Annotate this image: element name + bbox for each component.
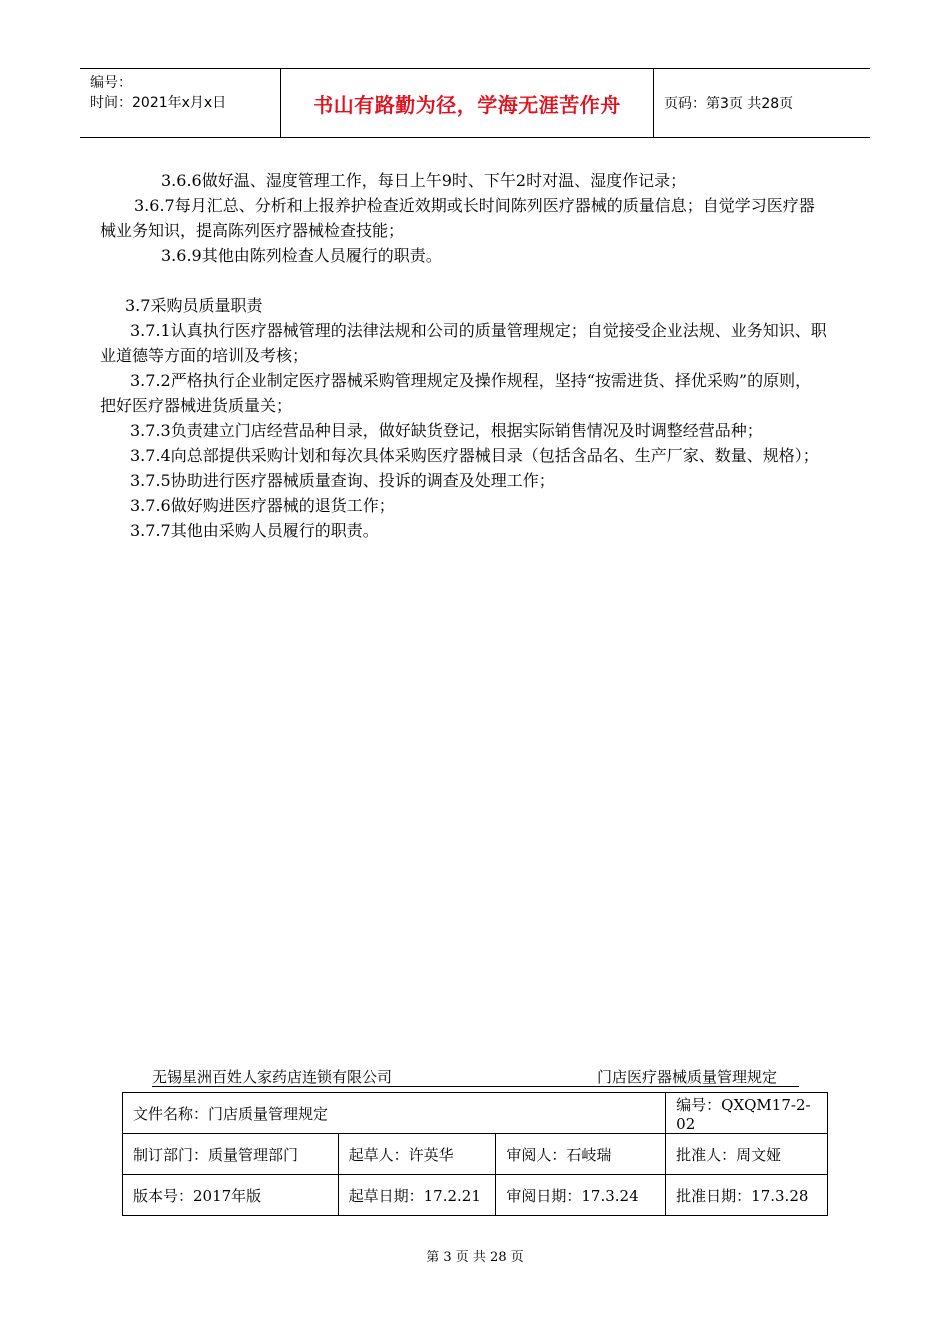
paragraph-3-6-6: 3.6.6做好温、湿度管理工作，每日上午9时、下午2时对温、湿度作记录； — [161, 171, 687, 190]
paragraph-gap — [127, 268, 827, 293]
paragraph-3-7-2: 3.7.2严格执行企业制定医疗器械采购管理规定及操作规程，坚持“按需进货、择优采购”的原则，把好医疗器械进货质量关； — [100, 371, 812, 415]
reviewer-cell: 审阅人：石岐瑞 — [496, 1134, 666, 1175]
code-cell: 编号：QXQM17-2-02 — [666, 1093, 828, 1134]
approve-date-cell: 批准日期：17.3.28 — [666, 1175, 828, 1216]
drafter-cell: 起草人：许英华 — [338, 1134, 496, 1175]
paragraph-3-7-1: 3.7.1认真执行医疗器械管理的法律法规和公司的质量管理规定；自觉接受企业法规、业务知识、职业道德等方面的培训及考核； — [100, 321, 827, 365]
paragraph-3-7-6: 3.7.6做好购进医疗器械的退货工作； — [130, 496, 395, 515]
paragraph-3-6-9: 3.6.9其他由陈列检查人员履行的职责。 — [161, 246, 442, 265]
header-page-cell — [654, 69, 870, 137]
document-body — [100, 168, 827, 543]
paragraph-3-7-7: 3.7.7其他由采购人员履行的职责。 — [130, 521, 379, 540]
paragraph-3-7-3: 3.7.3负责建立门店经营品种目录，做好缺货登记，根据实际销售情况及时调整经营品种； — [130, 421, 763, 440]
footer-doc-name: 门店医疗器械质量管理规定 — [597, 1068, 778, 1086]
page-number: 第 3 页 共 28 页 — [426, 1250, 524, 1265]
footer-company: 无锡星洲百姓人家药店连锁有限公司 — [152, 1068, 393, 1086]
header-motto: 书山有路勤为径，学海无涯苦作舟 — [313, 92, 621, 117]
version-cell: 版本号：2017年版 — [123, 1175, 339, 1216]
header-meta — [80, 69, 280, 137]
header-page-label: 页码：第3页 共28页 — [664, 96, 794, 112]
table-row — [123, 1134, 828, 1175]
paragraph-3-7-4: 3.7.4向总部提供采购计划和每次具体采购医疗器械目录（包括含品名、生产厂家、数量、规格）； — [130, 446, 819, 465]
header-number: 编号： — [90, 75, 132, 91]
footer-info-table — [122, 1092, 828, 1216]
file-name-cell: 文件名称：门店质量管理规定 — [123, 1093, 666, 1134]
dept-cell: 制订部门：质量管理部门 — [123, 1134, 339, 1175]
paragraph-3-7-5: 3.7.5协助进行医疗器械质量查询、投诉的调查及处理工作； — [130, 471, 555, 490]
table-row — [123, 1093, 828, 1134]
review-date-cell: 审阅日期：17.3.24 — [496, 1175, 666, 1216]
page-header — [80, 68, 870, 138]
header-motto-cell — [280, 69, 654, 137]
table-row — [123, 1175, 828, 1216]
section-3-7-title: 3.7采购员质量职责 — [125, 296, 263, 315]
footer-divider — [152, 1086, 799, 1087]
paragraph-3-6-7: 3.6.7每月汇总、分析和上报养护检查近效期或长时间陈列医疗器械的质量信息；自觉学习医疗器械业务知识，提高陈列医疗器械检查技能； — [100, 196, 815, 240]
header-time: 时间：2021年x月x日 — [90, 95, 227, 111]
draft-date-cell: 起草日期：17.2.21 — [338, 1175, 496, 1216]
approver-cell: 批准人：周文娅 — [666, 1134, 828, 1175]
